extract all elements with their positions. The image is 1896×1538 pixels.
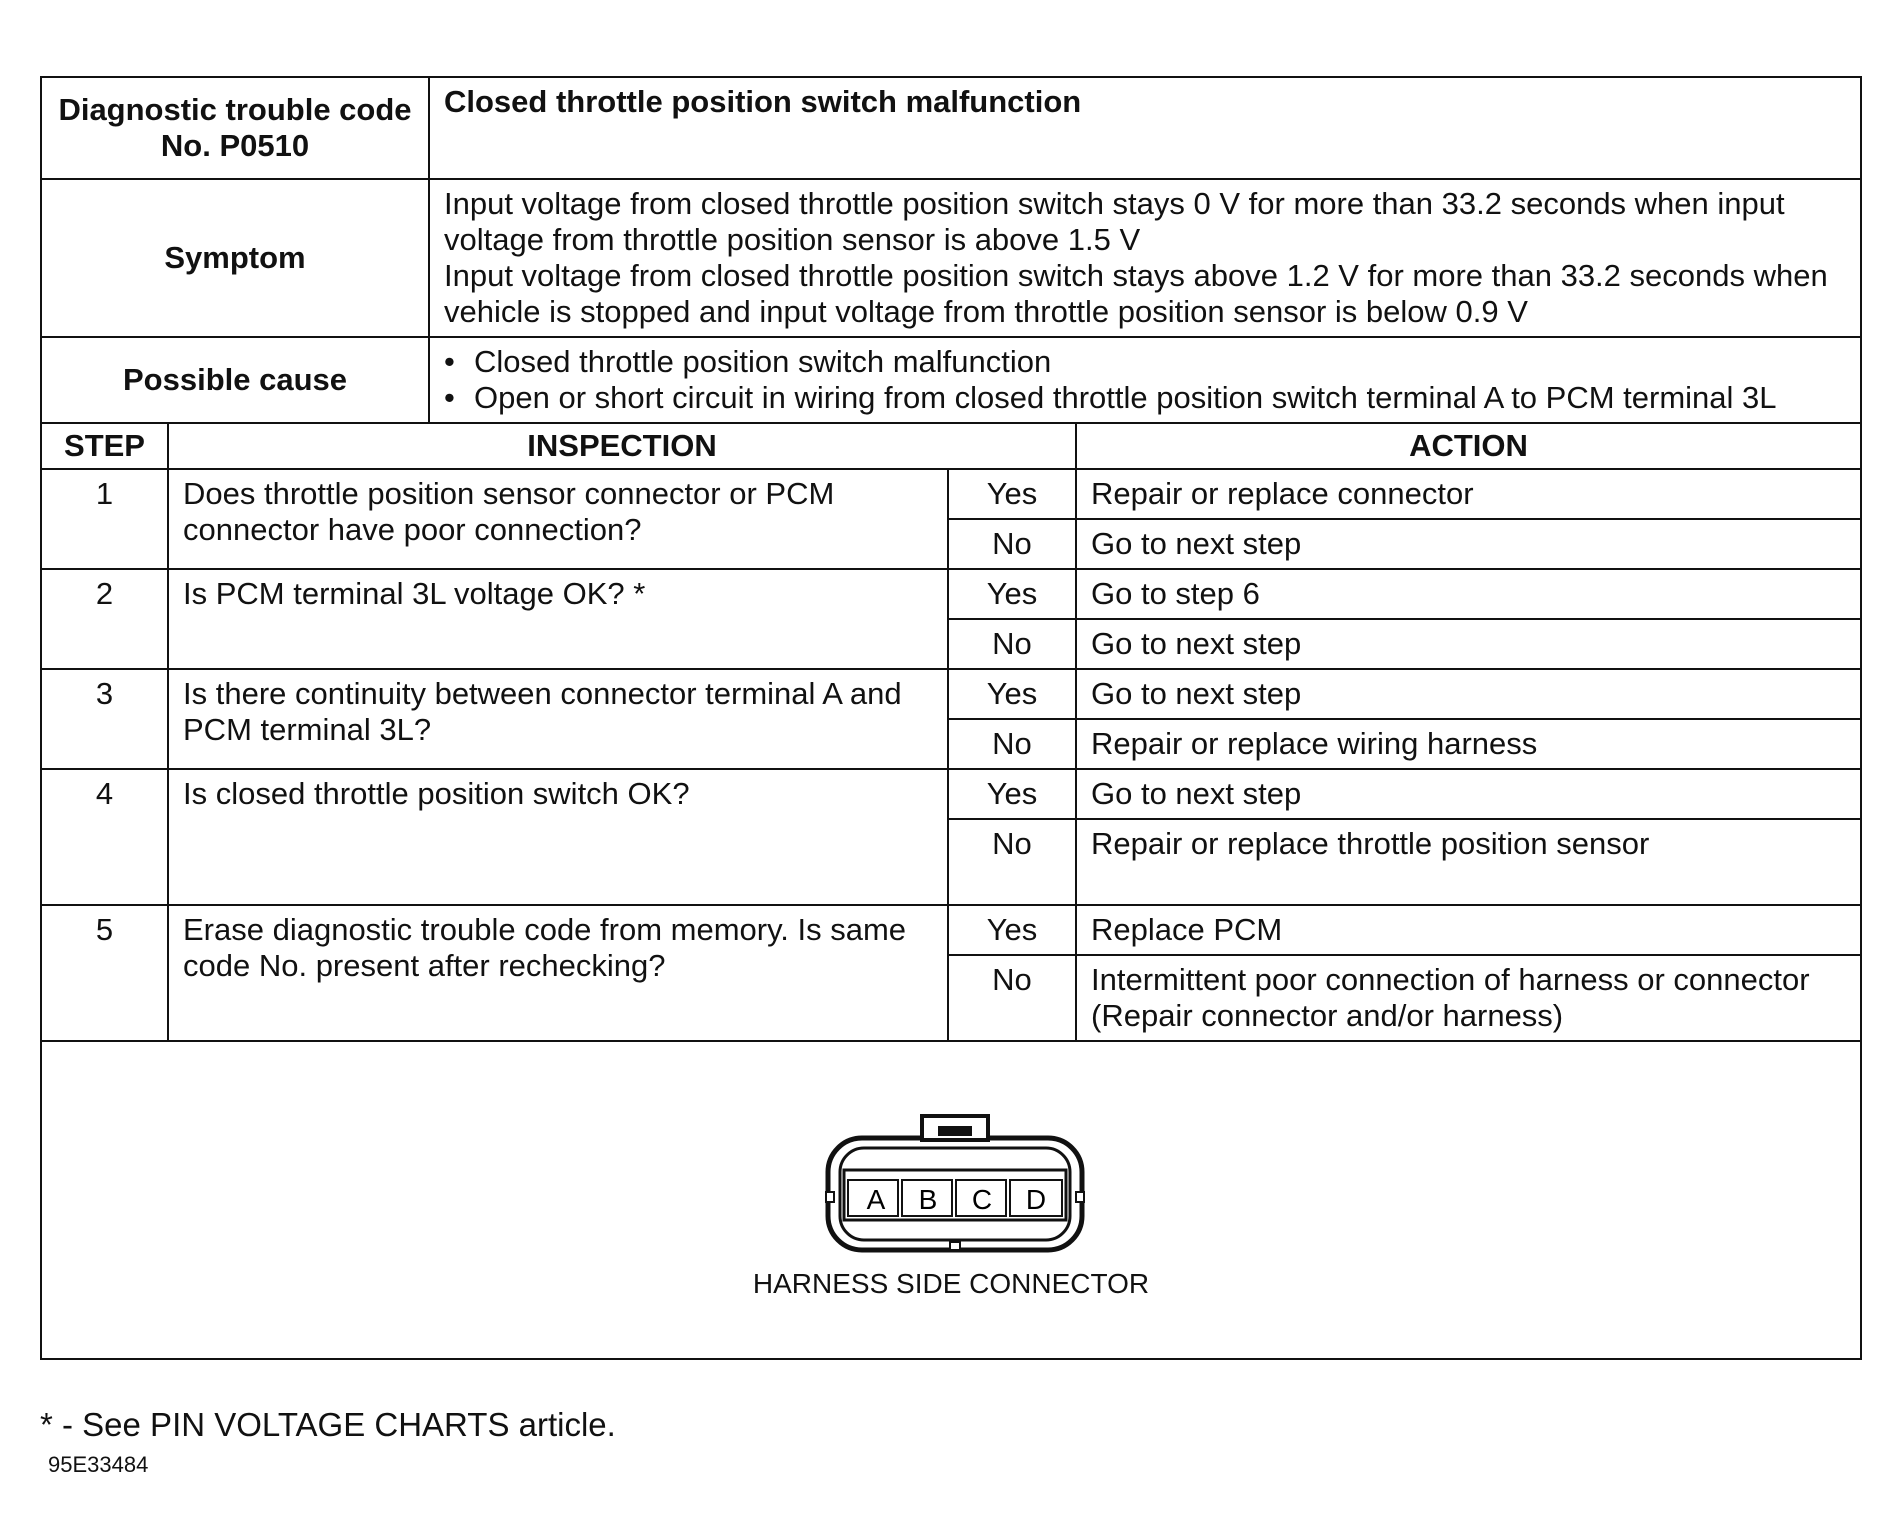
bottom-key	[950, 1242, 960, 1250]
step-inspection: Is closed throttle position switch OK?	[168, 769, 948, 905]
figure-id: 95E33484	[48, 1452, 149, 1477]
no-action: Intermittent poor connection of harness or connector (Repair connector and/or harness)	[1076, 955, 1861, 1041]
step-row	[41, 669, 1861, 719]
cause-item: • Open or short circuit in wiring from closed throttle position switch terminal A to PCM terminal 3L	[444, 380, 1846, 416]
inspection-column-header: INSPECTION	[168, 423, 1076, 469]
yes-label: Yes	[948, 569, 1076, 619]
no-label: No	[948, 619, 1076, 669]
dtc-title: Closed throttle position switch malfunction	[429, 77, 1861, 179]
yes-action: Repair or replace connector	[1076, 469, 1861, 519]
cause-item: • Closed throttle position switch malfunction	[444, 344, 1846, 380]
figure-caption: HARNESS SIDE CONNECTOR	[752, 1268, 1150, 1299]
diagnostic-table	[40, 76, 1862, 1360]
symptom-row	[41, 179, 1861, 337]
no-label: No	[948, 519, 1076, 569]
step-number: 2	[41, 569, 168, 669]
yes-action: Go to step 6	[1076, 569, 1861, 619]
step-number: 3	[41, 669, 168, 769]
dtc-row	[41, 77, 1861, 179]
cause-label: Possible cause	[41, 337, 429, 423]
yes-label: Yes	[948, 669, 1076, 719]
dtc-label: Diagnostic trouble code No. P0510	[41, 77, 429, 179]
symptom-label: Symptom	[41, 179, 429, 337]
column-header-row	[41, 423, 1861, 469]
pin-label-b: B	[918, 1184, 938, 1215]
symptom-line: Input voltage from closed throttle position switch stays 0 V for more than 33.2 seconds when input voltage from throttle position sensor is above 1.5 V	[444, 186, 1785, 257]
action-column-header: ACTION	[1076, 423, 1861, 469]
step-number: 1	[41, 469, 168, 569]
pin-label-a: A	[866, 1184, 886, 1215]
no-label: No	[948, 719, 1076, 769]
footnote: * - See PIN VOLTAGE CHARTS article.	[40, 1406, 616, 1443]
cause-list	[429, 337, 1861, 423]
yes-action: Replace PCM	[1076, 905, 1861, 955]
diagnostic-sheet	[40, 76, 1860, 1360]
no-action: Go to next step	[1076, 519, 1861, 569]
pin-label-d: D	[1025, 1184, 1047, 1215]
no-action: Repair or replace throttle position sensor	[1076, 819, 1861, 905]
no-action: Go to next step	[1076, 619, 1861, 669]
yes-label: Yes	[948, 769, 1076, 819]
step-row	[41, 769, 1861, 819]
step-inspection: Erase diagnostic trouble code from memory. Is same code No. present after rechecking?	[168, 905, 948, 1041]
step-row	[41, 569, 1861, 619]
yes-label: Yes	[948, 905, 1076, 955]
symptom-text	[429, 179, 1861, 337]
no-label: No	[948, 955, 1076, 1041]
step-inspection: Is there continuity between connector terminal A and PCM terminal 3L?	[168, 669, 948, 769]
side-key	[826, 1192, 834, 1202]
yes-action: Go to next step	[1076, 769, 1861, 819]
step-inspection: Does throttle position sensor connector or PCM connector have poor connection?	[168, 469, 948, 569]
harness-connector-diagram	[824, 1112, 1086, 1262]
figure-row	[41, 1041, 1861, 1359]
no-label: No	[948, 819, 1076, 905]
symptom-line: Input voltage from closed throttle position switch stays above 1.2 V for more than 33.2 seconds when vehicle is stopped and input voltage from throttle position sensor is below 0.9 V	[444, 258, 1828, 329]
figure-cell	[41, 1041, 1861, 1359]
step-number: 5	[41, 905, 168, 1041]
connector-latch-tab	[938, 1126, 972, 1136]
step-inspection: Is PCM terminal 3L voltage OK? *	[168, 569, 948, 669]
step-row	[41, 905, 1861, 955]
step-row	[41, 469, 1861, 519]
step-number: 4	[41, 769, 168, 905]
yes-label: Yes	[948, 469, 1076, 519]
pin-label-c: C	[971, 1184, 993, 1215]
cause-row	[41, 337, 1861, 423]
no-action: Repair or replace wiring harness	[1076, 719, 1861, 769]
side-key	[1076, 1192, 1084, 1202]
step-column-header: STEP	[41, 423, 168, 469]
yes-action: Go to next step	[1076, 669, 1861, 719]
